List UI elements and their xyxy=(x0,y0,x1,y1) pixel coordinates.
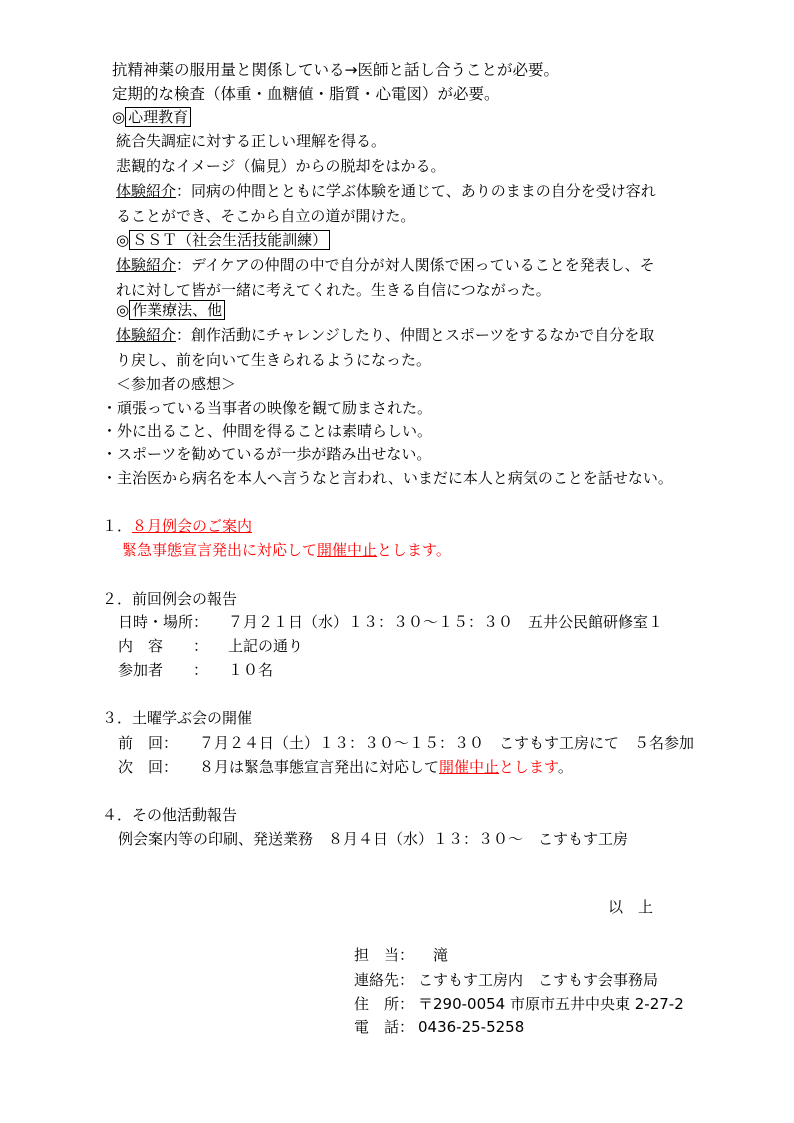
impressions-heading: ＜参加者の感想＞ xyxy=(116,375,237,393)
ot-title: 作業療法、他 xyxy=(129,300,225,320)
section-1-heading xyxy=(102,516,252,536)
contact-value: 滝 xyxy=(433,946,449,964)
saturday-next-text: ８月は緊急事態宣言発出に対応して xyxy=(199,758,440,776)
section-1-body xyxy=(122,540,451,560)
report-row-label: 日時・場所： xyxy=(118,613,209,631)
section-1-title: ８月例会のご案内 xyxy=(132,517,253,535)
intro-line-1: 抗精神薬の服用量と関係している→医師と話し合うことが必要。 xyxy=(112,61,559,79)
saturday-period: 。 xyxy=(557,758,573,776)
psy-edu-exp-1 xyxy=(116,181,656,201)
sst-exp-1 xyxy=(116,255,655,275)
contact-label: 住 所： xyxy=(354,995,415,1013)
contact-value: 0436-25-5258 xyxy=(418,1018,525,1036)
closing-text: 以 上 xyxy=(608,898,654,916)
report-row-value: 上記の通り xyxy=(228,637,304,655)
double-circle-mark: ◎ xyxy=(112,108,126,126)
psy-edu-line-1: 統合失調症に対する正しい理解を得る。 xyxy=(116,132,387,150)
contact-value: こすもす工房内 こすもす会事務局 xyxy=(418,971,659,989)
section-4-line: 例会案内等の印刷、発送業務 ８月４日（水）１３：３０～ こすもす工房 xyxy=(118,830,629,848)
psy-edu-exp-2: ることができ、そこから自立の道が開けた。 xyxy=(116,207,416,225)
saturday-next-value xyxy=(199,757,573,777)
impression-item: ・主治医から病名を本人へ言うなと言われ、いまだに本人と病気のことを話せない。 xyxy=(102,469,673,487)
impression-item: ・外に出ること、仲間を得ることは素晴らしい。 xyxy=(102,422,433,440)
impression-item: ・頑張っている当事者の映像を観て励まされた。 xyxy=(102,399,433,417)
section-3-heading: ３．土曜学ぶ会の開催 xyxy=(102,709,253,727)
exp-text: ：デイケアの仲間の中で自分が対人関係で困っていることを発表し、そ xyxy=(176,256,655,274)
exp-text: ：同病の仲間とともに学ぶ体験を通じて、ありのままの自分を受け容れ xyxy=(176,182,656,200)
section-4-heading: ４．その他活動報告 xyxy=(102,806,238,824)
contact-label: 連絡先： xyxy=(354,971,415,989)
sst-exp-2: れに対して皆が一緒に考えてくれた。生きる自信につながった。 xyxy=(116,281,551,299)
saturday-cancel-emphasis: 開催中止 xyxy=(439,758,500,776)
exp-text: ：創作活動にチャレンジしたり、仲間とスポーツをするなかで自分を取 xyxy=(176,326,655,344)
report-row-label: 参加者 ： xyxy=(118,661,209,679)
exp-label: 体験紹介 xyxy=(116,326,177,344)
cancel-notice-text: 緊急事態宣言発出に対応して xyxy=(122,541,318,559)
ot-heading xyxy=(116,300,225,320)
saturday-cancel-end: とします xyxy=(499,758,558,776)
ot-exp-1 xyxy=(116,325,654,345)
contact-label: 担 当： xyxy=(354,946,415,964)
double-circle-mark: ◎ xyxy=(116,301,130,319)
double-circle-mark: ◎ xyxy=(116,231,130,249)
saturday-prev-value: ７月２４日（土）１３：３０～１５：３０ こすもす工房にて ５名参加 xyxy=(199,734,695,752)
cancel-notice-end: とします。 xyxy=(377,541,451,559)
saturday-prev-label: 前 回： xyxy=(118,734,179,752)
section-2-heading: ２．前回例会の報告 xyxy=(102,590,238,608)
saturday-next-label: 次 回： xyxy=(118,758,179,776)
psy-edu-title: 心理教育 xyxy=(125,107,191,127)
report-row-label: 内 容 ： xyxy=(118,637,209,655)
sst-title: ＳＳＴ（社会生活技能訓練） xyxy=(129,230,330,250)
intro-line-2: 定期的な検査（体重・血糖値・脂質・心電図）が必要。 xyxy=(112,85,500,103)
psy-edu-heading xyxy=(112,107,191,127)
ot-exp-2: り戻し、前を向いて生きられるようになった。 xyxy=(116,351,432,369)
section-number: １． xyxy=(102,517,133,535)
contact-value: 〒290-0054 市原市五井中央東 2-27-2 xyxy=(418,995,684,1013)
exp-label: 体験紹介 xyxy=(116,256,177,274)
report-row-value: １０名 xyxy=(228,661,274,679)
cancel-notice-emphasis: 開催中止 xyxy=(317,541,378,559)
contact-label: 電 話： xyxy=(354,1018,415,1036)
exp-label: 体験紹介 xyxy=(116,182,177,200)
impression-item: ・スポーツを勧めているが一歩が踏み出せない。 xyxy=(102,445,432,463)
report-row-value: ７月２１日（水）１３：３０～１５：３０ 五井公民館研修室１ xyxy=(228,613,664,631)
psy-edu-line-2: 悲観的なイメージ（偏見）からの脱却をはかる。 xyxy=(116,157,446,175)
sst-heading xyxy=(116,230,330,250)
